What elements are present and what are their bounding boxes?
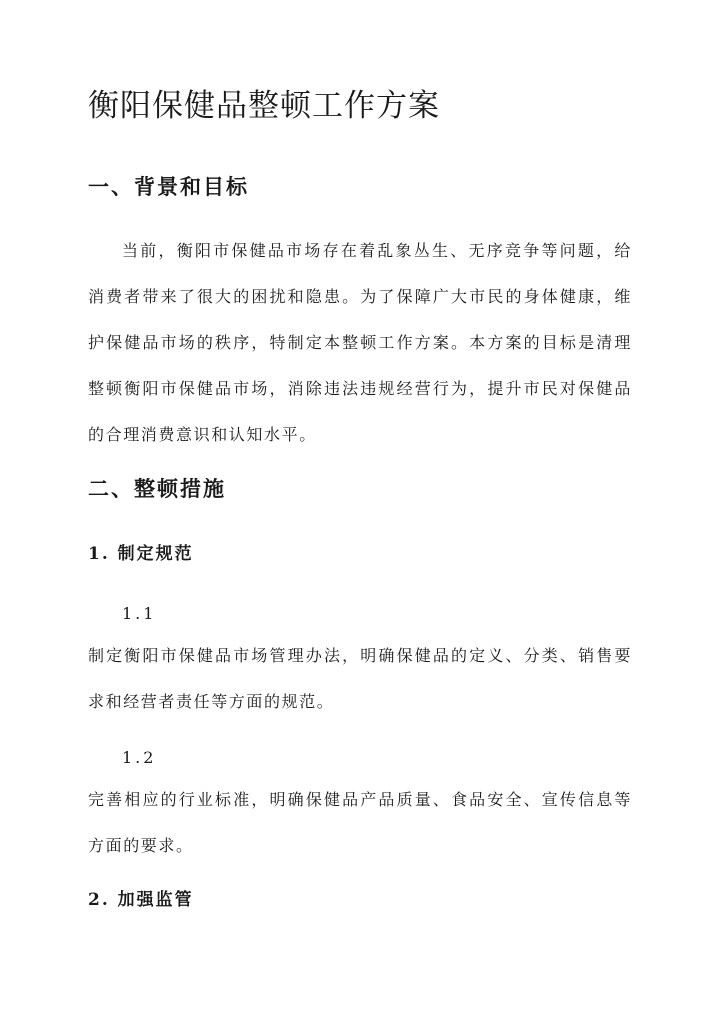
subsection-heading-standards: 1. 制定规范	[88, 544, 194, 564]
section-heading-measures: 二、整顿措施	[88, 476, 226, 501]
item-number: 1.1	[122, 604, 157, 623]
item-number: 1.2	[122, 748, 157, 767]
item-text: 完善相应的行业标准，明确保健品产品质量、食品安全、宣传信息等方面的要求。	[88, 790, 632, 855]
subsection-heading-supervision: 2. 加强监管	[88, 890, 194, 910]
document-title: 衡阳保健品整顿工作方案	[88, 88, 440, 124]
background-paragraph: 当前，衡阳市保健品市场存在着乱象丛生、无序竞争等问题，给消费者带来了很大的困扰和隐患。为了保障广大市民的身体健康，维护保健品市场的秩序，特制定本整顿工作方案。本方案的目标是清理整顿衡阳市保健品市场，消除违法违规经营行为，提升市民对保健品的合理消费意识和认知水平。	[88, 241, 632, 444]
section-heading-background: 一、背景和目标	[88, 174, 249, 199]
item-text: 制定衡阳市保健品市场管理办法，明确保健品的定义、分类、销售要求和经营者责任等方面的规范。	[88, 646, 632, 711]
